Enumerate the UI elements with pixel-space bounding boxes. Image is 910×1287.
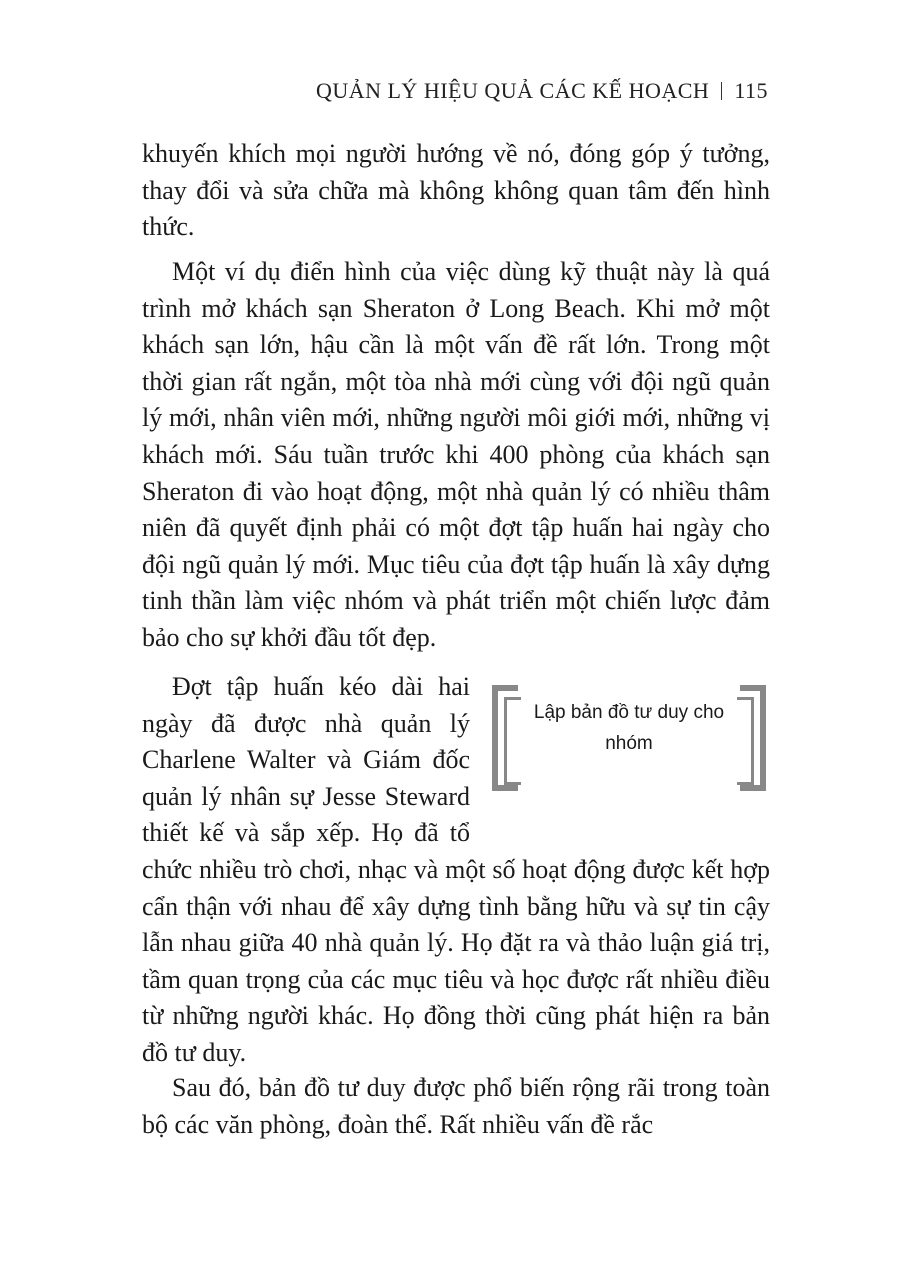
pull-quote-box <box>488 675 770 809</box>
paragraph-training-with-callout <box>142 669 770 1072</box>
left-bracket-ornament <box>492 685 518 791</box>
running-title: QUẢN LÝ HIỆU QUẢ CÁC KẾ HOẠCH <box>315 78 710 103</box>
paragraph-sheraton-example: Một ví dụ điển hình của việc dùng kỹ thuật này là quá trình mở khách sạn Sheraton ở Long Beach. Khi mở một khách sạn lớn, hậu cần là một vấn đề rất lớn. Trong một thời gian rất ngắn, một tòa nhà mới cùng với đội ngũ quản lý mới, nhân viên mới, những người môi giới mới, những vị khách mới. Sáu tuần trước khi 400 phòng của khách sạn Sheraton đi vào hoạt động, một nhà quản lý có nhiều thâm niên đã quyết định phải có một đợt tập huấn hai ngày cho đội ngũ quản lý mới. Mục tiêu của đợt tập huấn là xây dựng tinh thần làm việc nhóm và phát triển một chiến lược đảm bảo cho sự khởi đầu tốt đẹp. <box>142 257 770 652</box>
paragraph-continued: khuyến khích mọi người hướng về nó, đóng góp ý tưởng, thay đổi và sửa chữa mà không không quan tâm đến hình thức. <box>142 139 770 242</box>
page-number: 115 <box>734 78 768 103</box>
right-bracket-ornament <box>740 685 766 791</box>
paragraph-training-text: Đợt tập huấn kéo dài hai ngày đã được nhà quản lý Charlene Walter và Giám đốc quản lý nhân sự Jesse Steward thiết kế và sắp xếp. Họ đã tổ chức nhiều trò chơi, nhạc và một số hoạt động được kết hợp cẩn thận với nhau để xây dựng tình bằng hữu và sự tin cậy lẫn nhau giữa 40 nhà quản lý. Họ đặt ra và thảo luận giá trị, tầm quan trọng của các mục tiêu và học được rất nhiều điều từ những người khác. Họ đồng thời cũng phát hiện ra bản đồ tư duy. <box>142 672 770 1067</box>
header-divider <box>721 82 722 100</box>
running-header <box>316 78 768 104</box>
pull-quote-text: Lập bản đồ tư duy cho nhóm <box>533 702 725 754</box>
paragraph-dissemination: Sau đó, bản đồ tư duy được phổ biến rộng rãi trong toàn bộ các văn phòng, đoàn thể. Rất nhiều vấn đề rắc <box>142 1073 770 1139</box>
